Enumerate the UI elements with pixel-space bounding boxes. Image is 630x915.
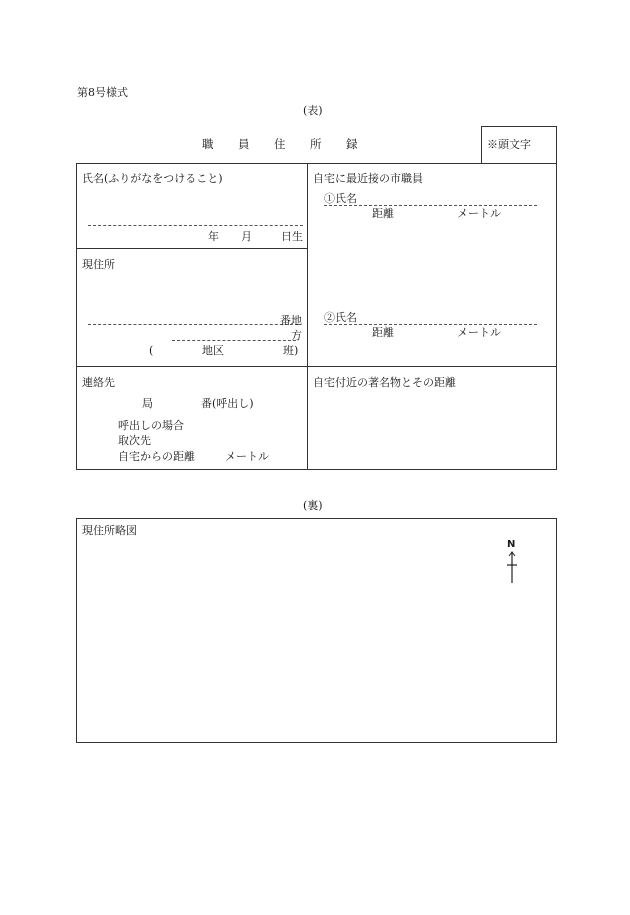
second-staff-name-label: ②氏名: [324, 311, 357, 324]
title-char: 所: [310, 137, 322, 151]
map-label: 現住所略図: [82, 524, 137, 537]
second-staff-distance-label: 距離: [372, 326, 394, 339]
open-paren: (: [149, 344, 154, 357]
district-label: 地区: [202, 344, 224, 357]
column-divider: [307, 163, 308, 470]
relay-label: 取次先: [118, 434, 151, 447]
birth-month-label: 月: [241, 230, 252, 243]
first-staff-name-label: ①氏名: [324, 192, 357, 205]
front-label: (表): [303, 104, 323, 117]
back-label: (裏): [303, 499, 323, 512]
nearest-staff-label: 自宅に最近接の市職員: [313, 172, 423, 185]
second-staff-meters-label: メートル: [457, 326, 501, 339]
map-box[interactable]: [76, 518, 557, 743]
exchange-label: 局: [142, 397, 153, 410]
name-line: [88, 225, 303, 226]
form-number: 第8号様式: [77, 86, 128, 99]
care-of-line: [172, 340, 296, 341]
first-staff-meters-label: メートル: [457, 207, 501, 220]
lot-number-label: 番地: [280, 314, 302, 327]
group-label: 班): [283, 344, 299, 357]
birth-day-label: 日生: [281, 230, 303, 243]
title-char: 員: [238, 137, 250, 151]
second-staff-line: [324, 324, 537, 325]
title-char: 職: [202, 137, 214, 151]
row-divider: [76, 366, 557, 367]
name-label: 氏名(ふりがなをつけること): [82, 172, 223, 185]
landmark-label: 自宅付近の著名物とその距離: [313, 376, 456, 389]
number-call-label: 番(呼出し): [201, 397, 254, 410]
birth-year-label: 年: [208, 230, 219, 243]
first-staff-distance-label: 距離: [372, 207, 394, 220]
contact-label: 連絡先: [82, 376, 115, 389]
north-arrow-icon: [503, 540, 521, 584]
care-of-label: 方: [291, 329, 302, 342]
row-divider: [76, 248, 307, 249]
title-char: 録: [346, 137, 358, 151]
north-arrow-shape: [503, 551, 521, 585]
address-line: [88, 324, 298, 325]
address-label: 現住所: [82, 258, 115, 271]
contact-meters-label: メートル: [225, 450, 269, 463]
title-char: 住: [274, 137, 286, 151]
if-call-label: 呼出しの場合: [118, 419, 184, 432]
initial-box-label: ※頭文字: [487, 138, 531, 151]
first-staff-line: [324, 205, 537, 206]
north-symbol: N: [507, 539, 516, 550]
distance-from-home-label: 自宅からの距離: [118, 450, 195, 463]
